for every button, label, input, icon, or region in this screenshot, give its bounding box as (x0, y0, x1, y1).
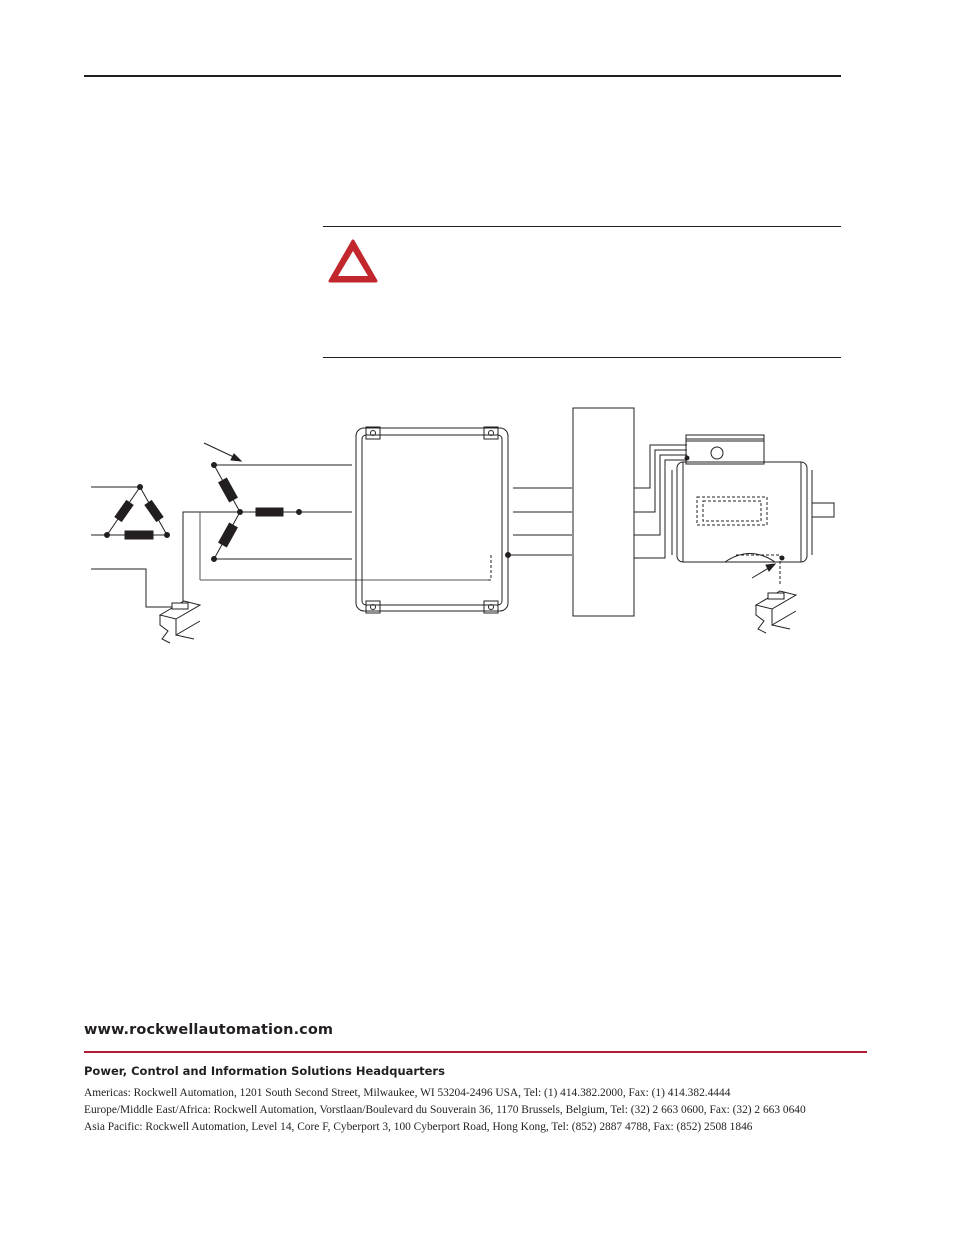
ground-steel-icon (756, 591, 796, 633)
footer-rule (84, 1051, 867, 1053)
address-asia-pacific: Asia Pacific: Rockwell Automation, Level 14, Core F, Cyberport 3, 100 Cyberport Road, Hong Kong, Tel: (852) 2887 4788, Fax: (852) 2508 1846 (84, 1121, 753, 1133)
warning-bottom-rule (323, 357, 841, 358)
output-device-box (573, 408, 634, 616)
warning-triangle-icon (327, 238, 379, 284)
footer-url[interactable]: www.rockwellautomation.com (84, 1022, 334, 1038)
motor (672, 435, 834, 585)
wye-transformer (181, 443, 489, 610)
address-emea: Europe/Middle East/Africa: Rockwell Automation, Vorstlaan/Boulevard du Souverain 36, 1170 Brussels, Belgium, Tel: (32) 2 663 0600, Fax: (32) 2 663 0640 (84, 1104, 806, 1116)
address-americas: Americas: Rockwell Automation, 1201 South Second Street, Milwaukee, WI 53204-2496 USA, Tel: (1) 414.382.2000, Fax: (1) 414.382.4444 (84, 1087, 731, 1099)
grounding-wiring-diagram (0, 395, 954, 655)
drive-enclosure (356, 427, 572, 613)
delta-transformer-source (91, 485, 172, 608)
footer-headquarters-title: Power, Control and Information Solutions Headquarters (84, 1064, 445, 1078)
warning-top-rule (323, 226, 841, 227)
header-rule (84, 75, 841, 77)
